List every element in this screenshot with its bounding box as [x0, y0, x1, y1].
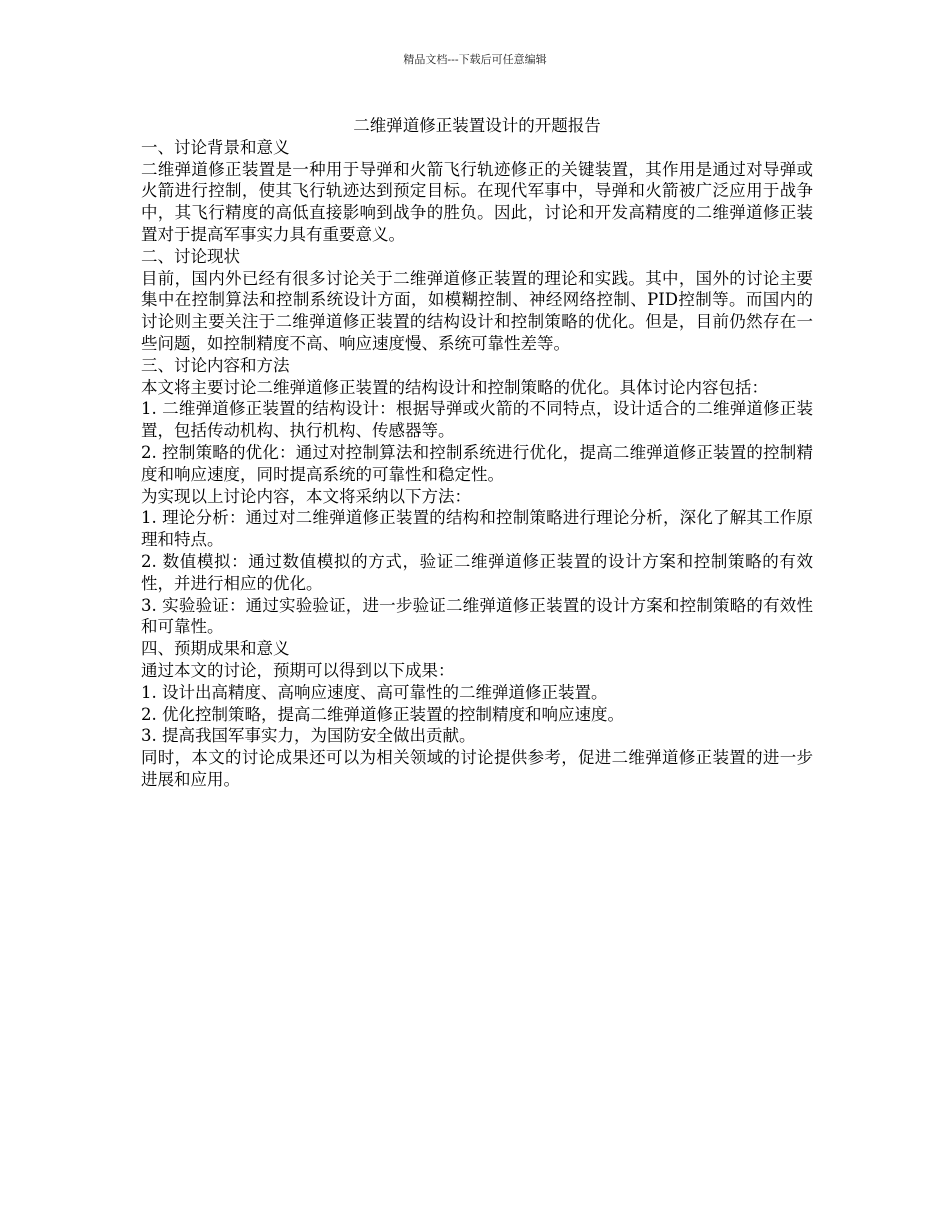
document-title: 二维弹道修正装置设计的开题报告	[353, 116, 601, 135]
section-4-item: 1. 设计出高精度、高响应速度、高可靠性的二维弹道修正装置。	[141, 682, 608, 702]
section-3-method: 3. 实验验证：通过实验验证，进一步验证二维弹道修正装置的设计方案和控制策略的有效性和可靠性。	[141, 595, 813, 637]
section-2-heading: 二、讨论现状	[141, 246, 240, 266]
section-3-method: 2. 数值模拟：通过数值模拟的方式，验证二维弹道修正装置的设计方案和控制策略的有效性，并进行相应的优化。	[141, 551, 813, 593]
section-4-intro: 通过本文的讨论，预期可以得到以下成果：	[141, 660, 455, 680]
section-3-heading: 三、讨论内容和方法	[141, 355, 290, 375]
section-3-methods-intro: 为实现以上讨论内容，本文将采纳以下方法：	[141, 486, 471, 506]
section-3-intro: 本文将主要讨论二维弹道修正装置的结构设计和控制策略的优化。具体讨论内容包括：	[141, 377, 768, 397]
section-4-item: 2. 优化控制策略，提高二维弹道修正装置的控制精度和响应速度。	[141, 704, 624, 724]
section-3-item: 1. 二维弹道修正装置的结构设计：根据导弹或火箭的不同特点，设计适合的二维弹道修正装置，包括传动机构、执行机构、传感器等。	[141, 399, 813, 441]
section-3-item: 2. 控制策略的优化：通过对控制算法和控制系统进行优化，提高二维弹道修正装置的控制精度和响应速度，同时提高系统的可靠性和稳定性。	[141, 442, 813, 484]
section-4-closing: 同时，本文的讨论成果还可以为相关领域的讨论提供参考，促进二维弹道修正装置的进一步进展和应用。	[141, 748, 813, 789]
section-4-item: 3. 提高我国军事实力，为国防安全做出贡献。	[141, 726, 476, 746]
section-1-heading: 一、讨论背景和意义	[141, 137, 290, 157]
page-header: 精品文档---下载后可任意编辑	[403, 53, 547, 66]
section-1-paragraph: 二维弹道修正装置是一种用于导弹和火箭飞行轨迹修正的关键装置，其作用是通过对导弹或火箭进行控制，使其飞行轨迹达到预定目标。在现代军事中，导弹和火箭被广泛应用于战争中，其飞行精度的高低直接影响到战争的胜负。因此，讨论和开发高精度的二维弹道修正装置对于提高军事实力具有重要意义。	[141, 159, 813, 244]
section-4-heading: 四、预期成果和意义	[141, 639, 290, 659]
section-3-method: 1. 理论分析：通过对二维弹道修正装置的结构和控制策略进行理论分析，深化了解其工作原理和特点。	[141, 508, 813, 550]
document-body	[141, 115, 813, 791]
section-2-paragraph: 目前，国内外已经有很多讨论关于二维弹道修正装置的理论和实践。其中，国外的讨论主要集中在控制算法和控制系统设计方面，如模糊控制、神经网络控制、PID控制等。而国内的讨论则主要关注于二维弹道修正装置的结构设计和控制策略的优化。但是，目前仍然存在一些问题，如控制精度不高、响应速度慢、系统可靠性差等。	[141, 268, 813, 353]
